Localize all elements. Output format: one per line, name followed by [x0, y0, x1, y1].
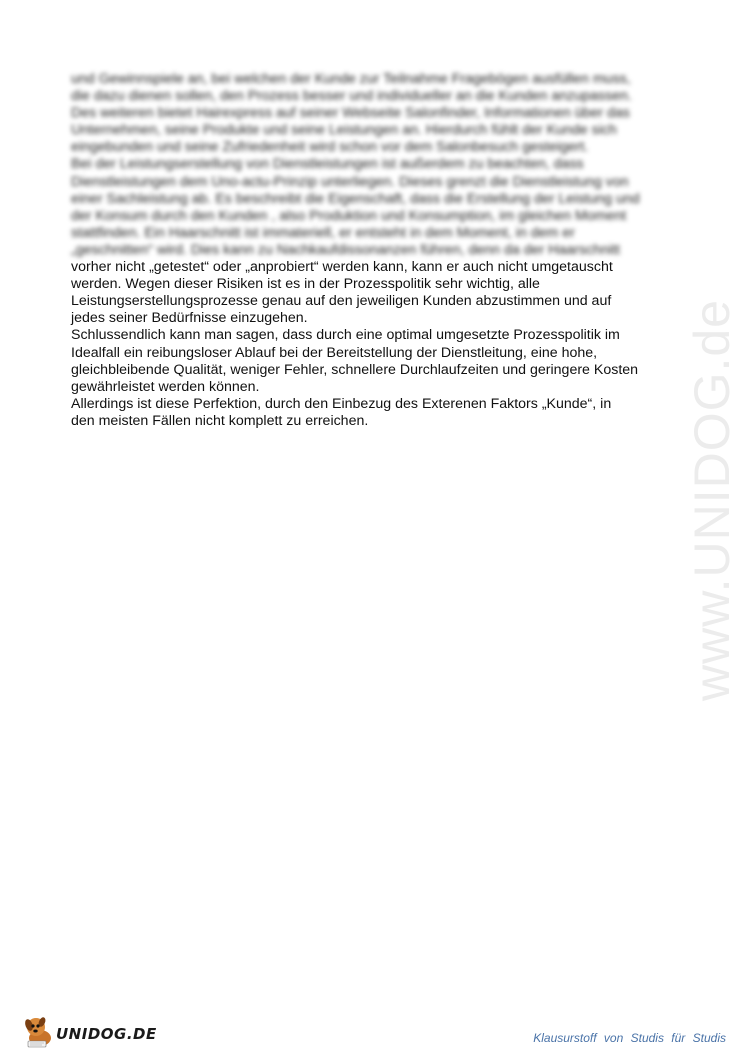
- text-line: werden. Wegen dieser Risiken ist es in der Prozesspolitik sehr wichtig, alle: [71, 276, 540, 293]
- blurred-text-line: der Konsum durch den Kunden , also Produktion und Konsumption, im gleichen Moment: [71, 207, 627, 224]
- dog-mascot-icon: [22, 1013, 58, 1049]
- blurred-text-line: Bei der Leistungserstellung von Dienstleistungen ist außerdem zu beachten, dass: [71, 156, 584, 173]
- text-line: jedes seiner Bedürfnisse einzugehen.: [71, 310, 308, 327]
- text-line: Schlussendlich kann man sagen, dass durch eine optimal umgesetzte Prozesspolitik im: [71, 327, 620, 344]
- blurred-text-line: Unternehmen, seine Produkte und seine Leistungen an. Hierdurch fühlt der Kunde sich: [71, 122, 617, 139]
- logo-text: UNIDOG.DE: [56, 1025, 157, 1043]
- text-line: vorher nicht „getestet“ oder „anprobiert“ werden kann, kann er auch nicht umgetauscht: [71, 259, 613, 276]
- body-text: [71, 71, 681, 430]
- text-line: gleichbleibende Qualität, weniger Fehler, schnellere Durchlaufzeiten und geringere Kosten: [71, 361, 639, 378]
- blurred-text-line: die dazu dienen sollen, den Prozess besser und individueller an die Kunden anzupassen.: [71, 88, 632, 105]
- blurred-text-line: einer Sachleistung ab. Es beschreibt die Eigenschaft, dass die Erstellung der Leistung und: [71, 190, 640, 207]
- unidog-logo[interactable]: [22, 1013, 162, 1049]
- blurred-text-line: „geschnitten“ wird. Dies kann zu Nachkaufdissonanzen führen, denn da der Haarschnitt: [71, 241, 620, 258]
- text-line: Idealfall ein reibungsloser Ablauf bei der Bereitstellung der Dienstleitung, eine hohe,: [71, 344, 598, 361]
- blurred-text-line: eingebunden und seine Zufriedenheit wird schon vor dem Salonbesuch gesteigert.: [71, 139, 589, 156]
- text-line: gewährleistet werden können.: [71, 378, 260, 395]
- blurred-text-line: Dienstleistungen dem Uno-actu-Prinzip unterliegen. Dieses grenzt die Dienstleistung von: [71, 173, 629, 190]
- watermark: www.UNIDOG.de: [684, 299, 740, 701]
- footer-tagline: Klausurstoff von Studis für Studis: [533, 1031, 726, 1045]
- blurred-text-line: und Gewinnspiele an, bei welchen der Kunde zur Teilnahme Fragebögen ausfüllen muss,: [71, 71, 631, 87]
- blurred-text-line: stattfinden. Ein Haarschnitt ist immateriell, er entsteht in dem Moment, in dem er: [71, 224, 575, 241]
- text-line: Leistungserstellungsprozesse genau auf den jeweiligen Kunden abzustimmen und auf: [71, 293, 612, 310]
- text-line: Allerdings ist diese Perfektion, durch den Einbezug des Exterenen Faktors „Kunde“, in: [71, 395, 612, 412]
- text-line: den meisten Fällen nicht komplett zu erreichen.: [71, 412, 369, 429]
- blurred-text-line: Des weiteren bietet Hairexpress auf seiner Webseite Salonfinder, Informationen über das: [71, 105, 630, 122]
